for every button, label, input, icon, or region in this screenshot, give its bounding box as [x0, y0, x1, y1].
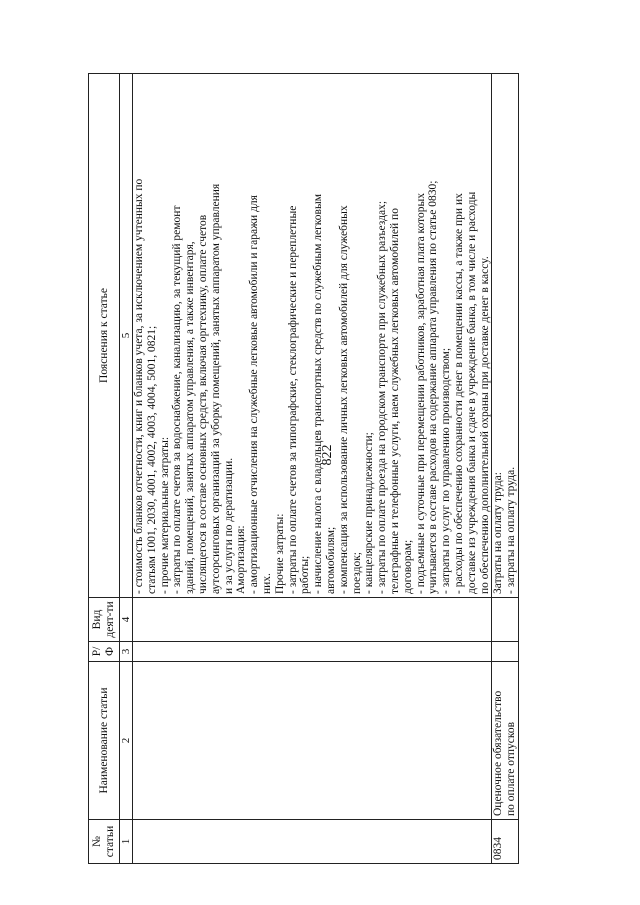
explanation-line: - канцелярские принадлежности; [363, 432, 376, 594]
explanation-line: - подъемные и суточные при перемещении работников, заработная плата которых [414, 192, 427, 594]
explanation-line: доставке из учреждения банка и сдаче в учреждение банка, в том числе и расходы [465, 191, 478, 594]
header-article-no: № статьи [89, 820, 120, 864]
activity-cell [133, 598, 492, 642]
explanation-line: - затраты по услуг по управлению производством; [440, 347, 453, 594]
article-no-cell [133, 820, 492, 864]
header-rf: Р/ Ф [89, 642, 120, 662]
explanation-line: них. [260, 573, 273, 594]
explanation-line: и за услуги по дератизации. [222, 457, 235, 594]
table-row [492, 74, 519, 864]
header-article-name: Наименование статьи [89, 662, 120, 820]
article-name-cell [133, 662, 492, 820]
explanation-line: аутсорсинговых организаций за уборку помещений, занятых аппаратом управления [209, 183, 222, 594]
explanation-line: - прочие материальные затраты: [158, 436, 171, 594]
article-no-cell: 0834 [492, 820, 519, 864]
header-activity: Вид деят-ти [89, 598, 120, 642]
column-number-row [120, 74, 133, 864]
explanation-line: - затраты по оплате счетов за типографские, стеклографические и переплетные [286, 205, 299, 594]
header-row [89, 74, 120, 864]
explanation-line: - расходы по обеспечению сохранности денег в помещении кассы, а также при их [452, 193, 465, 594]
explanation-line: - затраты на оплату труда. [505, 466, 518, 594]
explanation-line: Затраты на оплату труда: [492, 472, 505, 594]
explanation-line: числящегося в составе основных средств, включая оргтехнику, оплате счетов [196, 214, 209, 594]
explanation-line: - затраты по оплате счетов за водоснабжение, канализацию, за текущий ремонт [171, 205, 184, 594]
activity-cell [492, 598, 519, 642]
explanation-line: поездок; [350, 551, 363, 594]
column-number: 1 [120, 820, 133, 864]
rf-cell [133, 642, 492, 662]
explanation-line: учитывается в составе расходов на содержание аппарата управления по статье 0830; [427, 180, 440, 594]
explanation-line: - компенсация за использование личных легковых автомобилей для служебных [337, 205, 350, 594]
explanation-line: по обеспечению дополнительной охраны при доставке денег в кассу. [478, 256, 491, 594]
accounts-table [88, 73, 519, 864]
column-number: 5 [120, 74, 133, 598]
explanation-line: работы; [299, 555, 312, 594]
explanation-line: - амортизационные отчисления на служебные легковые автомобили и гаражи для [248, 195, 261, 594]
explanation-line: договорам; [401, 539, 414, 594]
page-number: 822 [320, 444, 335, 466]
explanation-line: Амортизация: [235, 525, 248, 594]
explanation-line: Прочие затраты: [273, 513, 286, 594]
column-number: 4 [120, 598, 133, 642]
column-number: 2 [120, 662, 133, 820]
explanation-line: статьям 1001, 2030, 4001, 4002, 4003, 4004, 5001, 0821; [145, 325, 158, 594]
table-row [133, 74, 492, 864]
explanation-line: - затраты по оплате проезда на городском транспорте при служебных разъездах; [376, 200, 389, 594]
explanation-line: телеграфные и телефонные услуги, наем служебных легковых автомобилей по [388, 208, 401, 594]
column-number: 3 [120, 642, 133, 662]
document-table-rotated [88, 74, 554, 864]
explanation-line: - начисление налога с владельцев транспортных средств по служебным легковым [312, 194, 325, 594]
article-name-cell: Оценочное обязательство по оплате отпусков [492, 662, 519, 820]
rf-cell [492, 642, 519, 662]
header-explanation: Пояснения к статье [89, 74, 120, 598]
explanation-cell [133, 74, 492, 598]
explanation-line: зданий, помещений, занятых аппаратом управления, а также инвентаря, [184, 241, 197, 594]
explanation-cell [492, 74, 519, 598]
explanation-line: - стоимость бланков отчетности, книг и бланков учета, за исключением учтенных по [133, 178, 145, 594]
explanation-line: автомобилям; [324, 526, 337, 594]
